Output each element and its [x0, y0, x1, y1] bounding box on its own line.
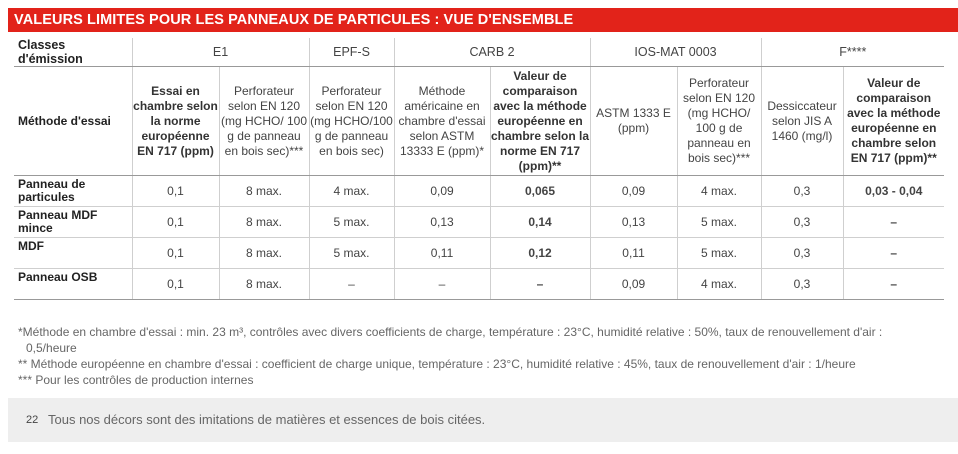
group-e1: E1	[132, 38, 309, 67]
table-cell: 0,09	[590, 176, 677, 207]
table-cell: 5 max.	[677, 207, 761, 238]
table-cell: –	[490, 269, 590, 300]
table-row	[14, 238, 944, 269]
table-cell: 0,11	[394, 238, 490, 269]
group-carb2: CARB 2	[394, 38, 590, 67]
table-cell: 0,13	[590, 207, 677, 238]
method-col: Perforateur selon EN 120 (mg HCHO/ 100 g de panneau en bois sec)***	[677, 67, 761, 176]
footnote-1-cont: 0,5/heure	[26, 341, 77, 355]
method-col: Essai en chambre selon la norme européenne EN 717 (ppm)	[132, 67, 219, 176]
table-cell: 0,3	[761, 269, 843, 300]
page-footer	[8, 398, 958, 442]
table-cell: 0,14	[490, 207, 590, 238]
footer-text: Tous nos décors sont des imitations de matières et essences de bois citées.	[48, 412, 486, 427]
table-cell: 8 max.	[219, 269, 309, 300]
table-cell: 5 max.	[677, 238, 761, 269]
table-cell: 0,03 - 0,04	[843, 176, 944, 207]
table-cell: 4 max.	[677, 269, 761, 300]
table-cell: 0,1	[132, 238, 219, 269]
table-cell: 0,3	[761, 207, 843, 238]
table-cell: 5 max.	[309, 238, 394, 269]
footnote-3: *** Pour les contrôles de production internes	[18, 373, 254, 387]
table-cell: –	[309, 269, 394, 300]
method-col: Dessiccateur selon JIS A 1460 (mg/l)	[761, 67, 843, 176]
footnote-1: *Méthode en chambre d'essai : min. 23 m³, contrôles avec divers coefficients de charge, température : 23°C, humidité relative : 50%, taux de renouvellement d'air :	[18, 325, 883, 339]
table-cell: –	[394, 269, 490, 300]
table-cell: 0,065	[490, 176, 590, 207]
group-f4star: F****	[761, 38, 944, 67]
table-cell: 4 max.	[309, 176, 394, 207]
method-col: Valeur de comparaison avec la méthode européenne en chambre selon la norme EN 717 (ppm)**	[490, 67, 590, 176]
page-number: 22	[26, 414, 39, 426]
group-ios-mat: IOS-MAT 0003	[590, 38, 761, 67]
row-label: Panneau MDF mince	[14, 207, 132, 238]
table-cell: 0,1	[132, 176, 219, 207]
row-label: Panneau OSB	[14, 269, 132, 300]
table-cell: 0,3	[761, 176, 843, 207]
table-cell: 0,11	[590, 238, 677, 269]
classes-label: Classes d'émission	[14, 38, 132, 67]
limits-table	[14, 38, 944, 300]
method-col: Perforateur selon EN 120 (mg HCHO/100 g de panneau en bois sec)	[309, 67, 394, 176]
page-title: VALEURS LIMITES POUR LES PANNEAUX DE PARTICULES : VUE D'ENSEMBLE	[8, 8, 958, 32]
table-cell: 4 max.	[677, 176, 761, 207]
table-cell: –	[843, 238, 944, 269]
table-cell: –	[843, 269, 944, 300]
table-cell: 0,09	[590, 269, 677, 300]
table-cell: 5 max.	[309, 207, 394, 238]
table-row	[14, 207, 944, 238]
method-col: ASTM 1333 E (ppm)	[590, 67, 677, 176]
table-cell: –	[843, 207, 944, 238]
row-label: Panneau de particules	[14, 176, 132, 207]
method-col: Perforateur selon EN 120 (mg HCHO/ 100 g de panneau en bois sec)***	[219, 67, 309, 176]
footnote-2: ** Méthode européenne en chambre d'essai : coefficient de charge unique, température : 23°C, humidité relative : 45%, taux de renouvellement d'air : 1/heure	[18, 357, 856, 371]
table-cell: 8 max.	[219, 176, 309, 207]
table-cell: 0,3	[761, 238, 843, 269]
row-label: MDF	[14, 238, 132, 269]
group-epf-s: EPF-S	[309, 38, 394, 67]
table-cell: 0,12	[490, 238, 590, 269]
header-row-classes	[14, 38, 944, 67]
header-row-methods	[14, 67, 944, 176]
table-cell: 0,1	[132, 269, 219, 300]
table-cell: 0,09	[394, 176, 490, 207]
table-row	[14, 176, 944, 207]
table-cell: 8 max.	[219, 238, 309, 269]
table-cell: 0,13	[394, 207, 490, 238]
table-row	[14, 269, 944, 300]
method-col: Valeur de comparaison avec la méthode européenne en chambre selon EN 717 (ppm)**	[843, 67, 944, 176]
method-label: Méthode d'essai	[14, 67, 132, 176]
footnotes	[18, 324, 948, 388]
table-cell: 8 max.	[219, 207, 309, 238]
method-col: Méthode américaine en chambre d'essai selon ASTM 13333 E (ppm)*	[394, 67, 490, 176]
table-cell: 0,1	[132, 207, 219, 238]
